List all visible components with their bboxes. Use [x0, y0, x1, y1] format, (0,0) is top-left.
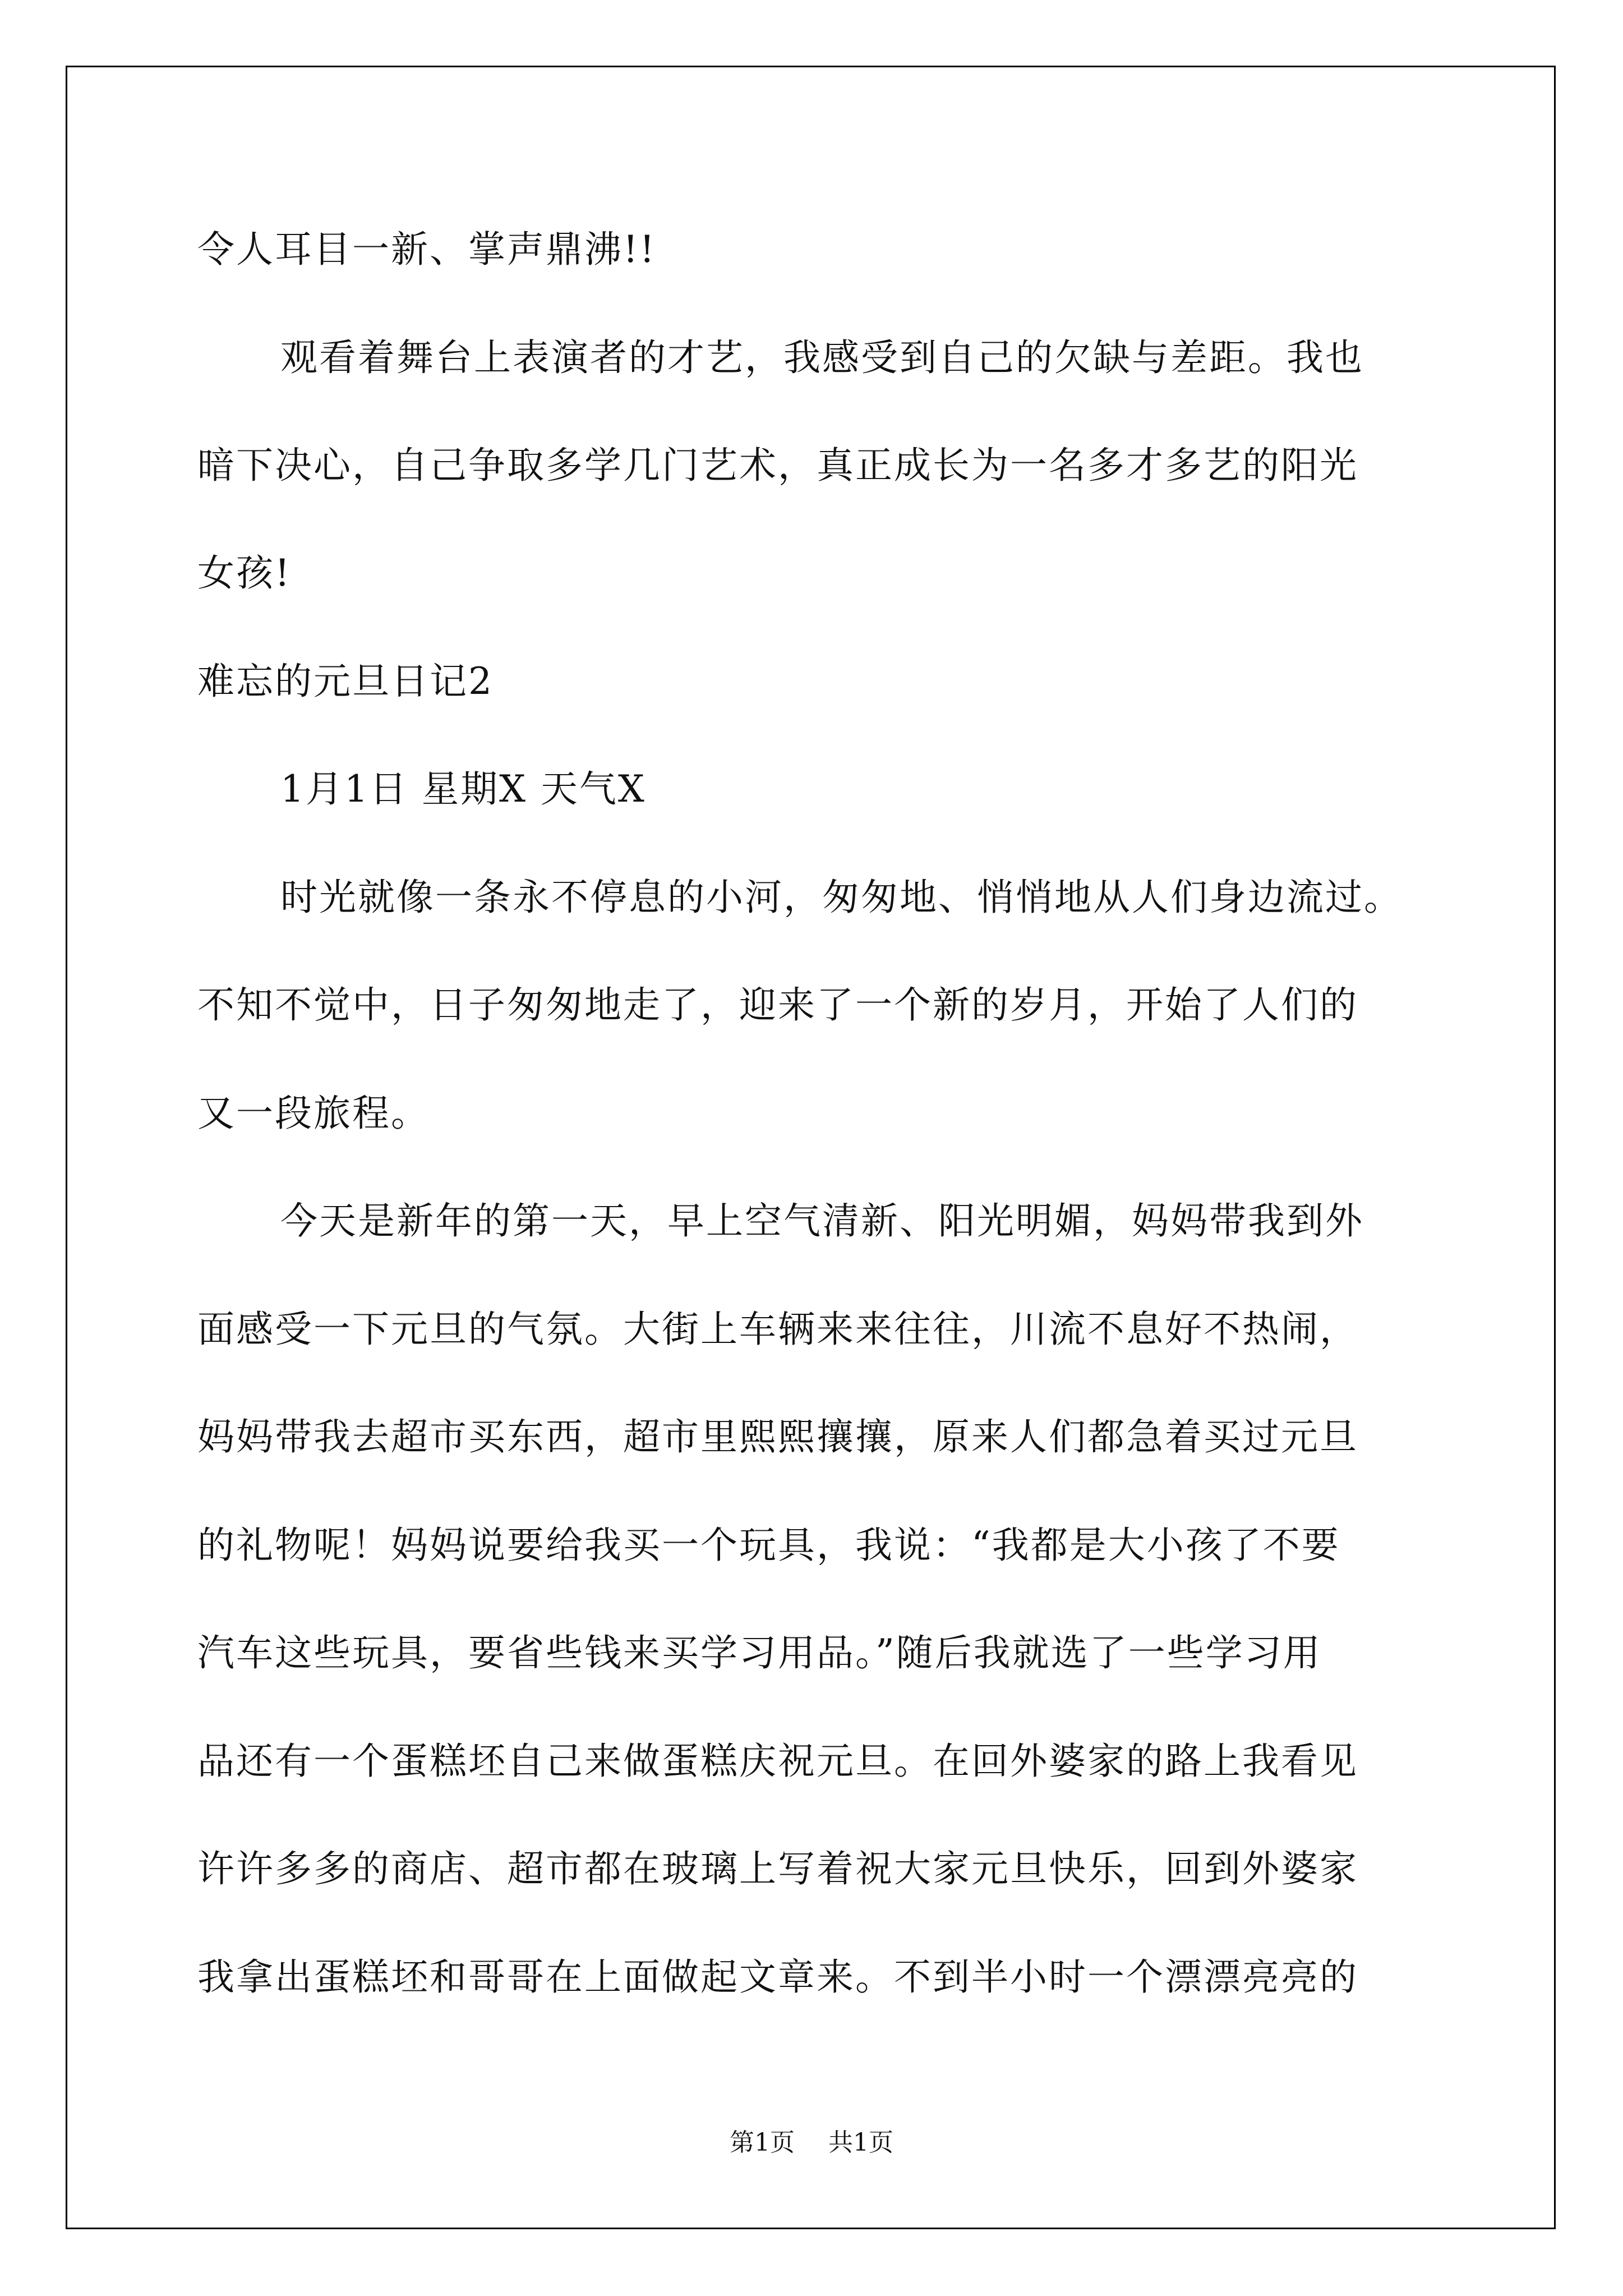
text-line: 女孩!: [197, 551, 292, 595]
section-heading: 难忘的元旦日记2: [197, 660, 494, 703]
text-line: 许许多多的商店、超市都在玻璃上写着祝大家元旦快乐，回到外婆家: [197, 1847, 1358, 1890]
page-border: [66, 66, 1556, 2229]
paragraph-line: 时光就像一条永不停息的小河，匆匆地、悄悄地从人们身边流过。: [280, 876, 1403, 919]
page-number: 第1页: [730, 2128, 795, 2157]
text-line: 面感受一下元旦的气氛。大街上车辆来来往往，川流不息好不热闹，: [197, 1308, 1358, 1351]
page-total: 共1页: [828, 2128, 893, 2157]
text-line: 妈妈带我去超市买东西，超市里熙熙攘攘，原来人们都急着买过元旦: [197, 1415, 1358, 1458]
text-line: 我拿出蛋糕坯和哥哥在上面做起文章来。不到半小时一个漂漂亮亮的: [197, 1955, 1358, 1999]
text-line: 暗下决心，自己争取多学几门艺术，真正成长为一名多才多艺的阳光: [197, 444, 1358, 487]
text-line: 汽车这些玩具，要省些钱来买学习用品。”随后我就选了一些学习用: [197, 1631, 1322, 1674]
date-line: 1月1日 星期X 天气X: [280, 767, 646, 811]
paragraph-line: 今天是新年的第一天，早上空气清新、阳光明媚，妈妈带我到外: [280, 1199, 1364, 1243]
text-line: 的礼物呢！妈妈说要给我买一个玩具，我说：“我都是大小孩了不要: [197, 1524, 1340, 1567]
paragraph-line: 观看着舞台上表演者的才艺，我感受到自己的欠缺与差距。我也: [280, 336, 1364, 379]
text-line: 不知不觉中，日子匆匆地走了，迎来了一个新的岁月，开始了人们的: [197, 983, 1358, 1027]
text-line: 又一段旅程。: [197, 1092, 430, 1135]
text-line: 品还有一个蛋糕坯自己来做蛋糕庆祝元旦。在回外婆家的路上我看见: [197, 1740, 1358, 1783]
text-line: 令人耳目一新、掌声鼎沸!!: [197, 228, 657, 271]
page-footer: [0, 2126, 1623, 2160]
